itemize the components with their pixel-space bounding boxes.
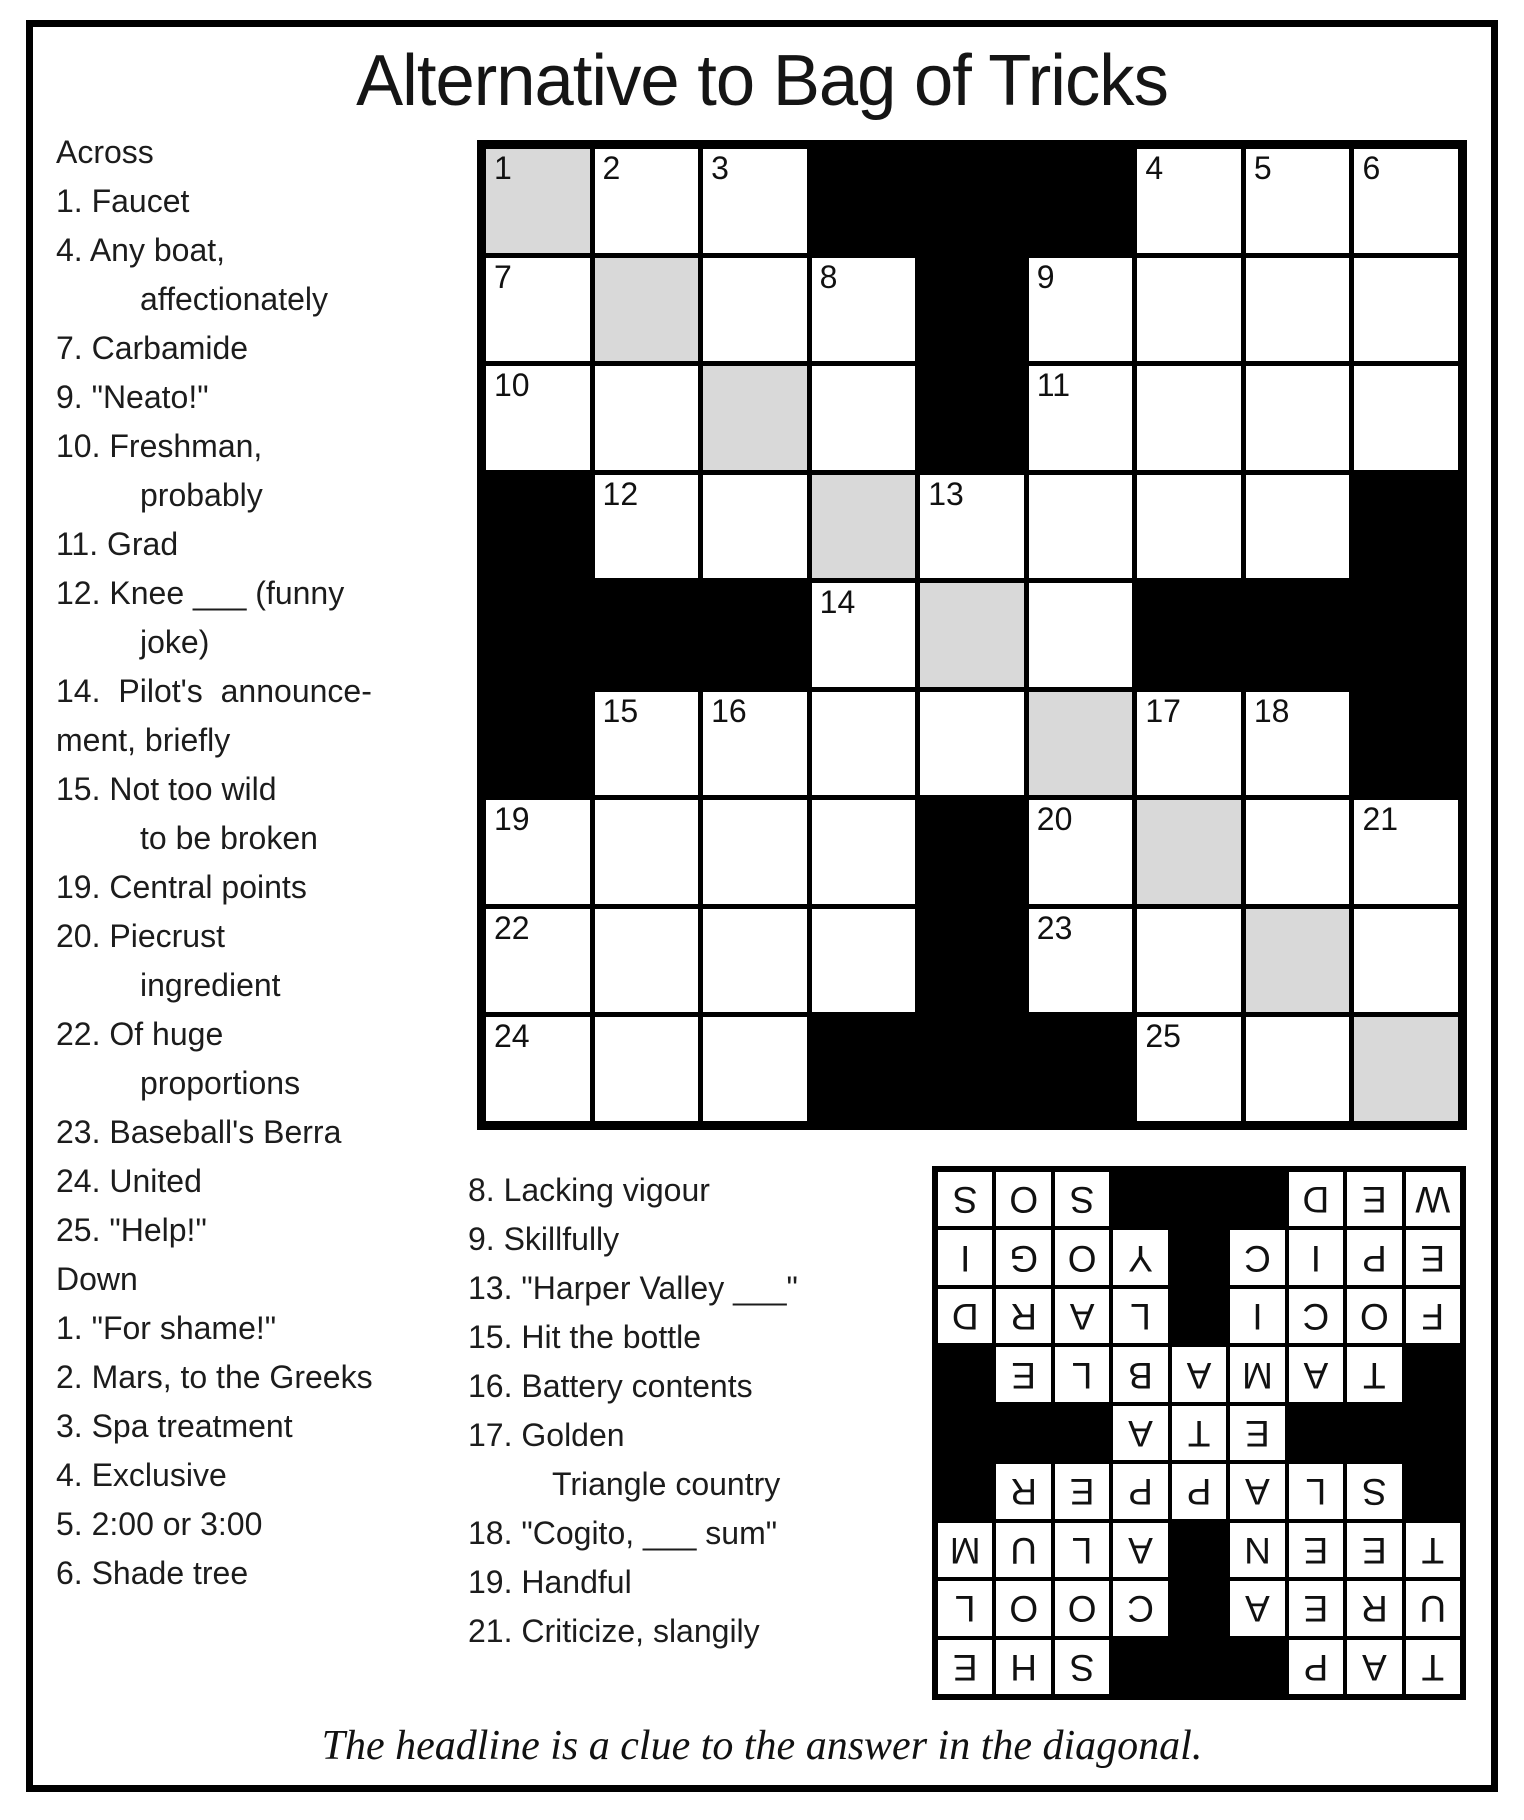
black-cell — [486, 583, 590, 687]
solution-black-cell — [1113, 1640, 1167, 1694]
black-cell — [920, 800, 1024, 904]
black-cell — [920, 366, 1024, 470]
clue-line: joke) — [140, 624, 210, 660]
cell-number: 7 — [494, 258, 512, 295]
clue-line: 9. "Neato!" — [56, 379, 209, 415]
shaded-grid-cell[interactable] — [595, 258, 699, 362]
clue-line: 14. Pilot's announce- — [56, 673, 372, 709]
grid-cell[interactable] — [812, 800, 916, 904]
grid-cell[interactable] — [1137, 909, 1241, 1013]
grid-cell[interactable] — [595, 475, 699, 579]
clue-line: probably — [140, 477, 263, 513]
shaded-grid-cell[interactable] — [1246, 909, 1350, 1013]
clue-line: 19. Central points — [56, 869, 307, 905]
solution-letter-cell: E — [1347, 1172, 1401, 1226]
black-cell — [1029, 149, 1133, 253]
clue-line: ment, briefly — [56, 722, 231, 758]
solution-black-cell — [1172, 1172, 1226, 1226]
grid-cell[interactable] — [1246, 475, 1350, 579]
black-cell — [1029, 1017, 1133, 1121]
grid-cell[interactable] — [1029, 909, 1133, 1013]
grid-cell[interactable] — [1354, 800, 1458, 904]
solution-letter-cell: A — [1113, 1406, 1167, 1460]
grid-cell[interactable] — [1137, 692, 1241, 796]
grid-cell[interactable] — [703, 800, 807, 904]
solution-letter-cell: A — [1289, 1347, 1343, 1401]
black-cell — [703, 583, 807, 687]
cell-number: 13 — [928, 475, 964, 512]
grid-cell[interactable] — [595, 1017, 699, 1121]
solution-letter-cell: P — [1347, 1230, 1401, 1284]
grid-cell[interactable] — [486, 258, 590, 362]
solution-letter-cell: E — [1289, 1581, 1343, 1635]
puzzle-title: Alternative to Bag of Tricks — [356, 41, 1168, 121]
grid-cell[interactable] — [812, 692, 916, 796]
clue-line: 9. Skillfully — [468, 1221, 620, 1257]
solution-letter-cell: P — [1172, 1464, 1226, 1518]
solution-letter-cell: E — [1406, 1230, 1460, 1284]
grid-cell[interactable] — [1246, 149, 1350, 253]
solution-letter-cell: O — [1347, 1289, 1401, 1343]
solution-letter-cell: E — [1055, 1464, 1109, 1518]
solution-letter-cell: L — [1055, 1523, 1109, 1577]
grid-cell[interactable] — [1029, 800, 1133, 904]
grid-cell[interactable] — [486, 909, 590, 1013]
grid-cell[interactable] — [703, 692, 807, 796]
grid-cell[interactable] — [703, 909, 807, 1013]
solution-black-cell — [1172, 1523, 1226, 1577]
solution-letter-cell: E — [938, 1640, 992, 1694]
grid-cell[interactable] — [703, 1017, 807, 1121]
solution-black-cell — [1230, 1640, 1284, 1694]
cell-number: 4 — [1145, 150, 1164, 186]
solution-letter-cell: T — [1347, 1347, 1401, 1401]
cell-number: 5 — [1253, 150, 1272, 186]
solution-letter-cell: T — [1406, 1640, 1460, 1694]
grid-cell[interactable] — [595, 149, 699, 253]
solution-letter-cell: E — [1230, 1406, 1284, 1460]
solution-letter-cell: R — [996, 1289, 1050, 1343]
grid-cell[interactable] — [1354, 909, 1458, 1013]
clue-line: 20. Piecrust — [56, 918, 225, 954]
solution-letter-cell: H — [996, 1640, 1050, 1694]
grid-cell[interactable] — [1137, 258, 1241, 362]
cell-number: 14 — [819, 584, 856, 621]
solution-letter-cell: D — [1289, 1172, 1343, 1226]
solution-letter-cell: A — [1113, 1523, 1167, 1577]
clue-line: 17. Golden — [468, 1417, 625, 1453]
cell-number: 21 — [1362, 801, 1399, 838]
grid-cell[interactable] — [1354, 149, 1458, 253]
footer-note: The headline is a clue to the answer in the diagonal. — [321, 1723, 1203, 1769]
clue-line: 3. Spa treatment — [56, 1408, 293, 1444]
black-cell — [812, 1017, 916, 1121]
black-cell — [1354, 475, 1458, 579]
clue-line: 16. Battery contents — [468, 1368, 753, 1404]
solution-letter-cell: I — [1289, 1230, 1343, 1284]
solution-black-cell — [1347, 1406, 1401, 1460]
cell-number: 1 — [494, 150, 512, 186]
solution-black-cell — [938, 1347, 992, 1401]
solution-letter-cell: D — [938, 1289, 992, 1343]
grid-cell[interactable] — [595, 366, 699, 470]
clue-line: 8. Lacking vigour — [468, 1172, 710, 1208]
cell-number: 20 — [1036, 801, 1073, 838]
clue-line: 1. Faucet — [56, 183, 190, 219]
clue-line: 18. "Cogito, ___ sum" — [468, 1515, 778, 1551]
grid-cell[interactable] — [703, 149, 807, 253]
grid-cell[interactable] — [486, 800, 590, 904]
solution-black-cell — [1406, 1406, 1460, 1460]
solution-letter-cell: C — [1113, 1581, 1167, 1635]
cell-number: 12 — [602, 475, 639, 512]
grid-cell[interactable] — [812, 366, 916, 470]
cell-number: 18 — [1253, 692, 1290, 729]
cell-number: 19 — [494, 801, 530, 838]
black-cell — [920, 909, 1024, 1013]
black-cell — [486, 475, 590, 579]
solution-letter-cell: C — [1289, 1289, 1343, 1343]
grid-cell[interactable] — [812, 909, 916, 1013]
solution-black-cell — [938, 1406, 992, 1460]
grid-cell[interactable] — [595, 909, 699, 1013]
solution-letter-cell: S — [1347, 1464, 1401, 1518]
clue-line: 12. Knee ___ (funny — [56, 575, 345, 611]
clue-line: 4. Exclusive — [56, 1457, 227, 1493]
solution-letter-cell: P — [1113, 1464, 1167, 1518]
clue-line: 7. Carbamide — [56, 330, 249, 366]
grid-cell[interactable] — [1246, 366, 1350, 470]
solution-letter-cell: I — [1230, 1289, 1284, 1343]
clue-line: 21. Criticize, slangily — [468, 1613, 760, 1649]
shaded-grid-cell[interactable] — [1137, 800, 1241, 904]
cell-number: 23 — [1036, 909, 1073, 946]
solution-letter-cell: S — [1055, 1172, 1109, 1226]
solution-letter-cell: A — [1230, 1464, 1284, 1518]
solution-letter-cell: L — [1113, 1289, 1167, 1343]
solution-letter-cell: L — [1289, 1464, 1343, 1518]
cell-number: 3 — [711, 150, 729, 186]
solution-letter-cell: O — [996, 1172, 1050, 1226]
clue-line: 25. "Help!" — [56, 1212, 207, 1248]
solution-letter-cell: A — [1230, 1581, 1284, 1635]
grid-cell[interactable] — [1137, 1017, 1241, 1121]
clue-line: 23. Baseball's Berra — [56, 1114, 342, 1150]
clue-line: 6. Shade tree — [56, 1555, 249, 1591]
cell-number: 2 — [602, 150, 621, 186]
solution-letter-cell: S — [938, 1172, 992, 1226]
clue-section-header: Across — [56, 134, 154, 170]
solution-black-cell — [1289, 1406, 1343, 1460]
clue-line: 2. Mars, to the Greeks — [56, 1359, 373, 1395]
grid-cell[interactable] — [1354, 366, 1458, 470]
solution-black-cell — [1172, 1581, 1226, 1635]
solution-letter-cell: A — [1172, 1347, 1226, 1401]
solution-letter-cell: E — [1347, 1523, 1401, 1577]
black-cell — [920, 1017, 1024, 1121]
shaded-grid-cell[interactable] — [486, 149, 590, 253]
grid-cell[interactable] — [812, 258, 916, 362]
solution-letter-cell: P — [1289, 1640, 1343, 1694]
black-cell — [595, 583, 699, 687]
solution-letter-cell: T — [1406, 1523, 1460, 1577]
shaded-grid-cell[interactable] — [703, 366, 807, 470]
grid-cell[interactable] — [1137, 475, 1241, 579]
black-cell — [920, 149, 1024, 253]
cell-number: 15 — [602, 692, 639, 729]
solution-letter-cell: W — [1406, 1172, 1460, 1226]
solution-black-cell — [1113, 1172, 1167, 1226]
grid-cell[interactable] — [703, 258, 807, 362]
clue-line: 13. "Harper Valley ___" — [468, 1270, 798, 1306]
clue-line: 15. Hit the bottle — [468, 1319, 702, 1355]
black-cell — [1137, 583, 1241, 687]
grid-cell[interactable] — [920, 692, 1024, 796]
clue-line: 11. Grad — [56, 526, 179, 562]
solution-letter-cell: S — [1055, 1640, 1109, 1694]
solution-black-cell — [1406, 1464, 1460, 1518]
grid-cell[interactable] — [486, 1017, 590, 1121]
solution-black-cell — [1055, 1406, 1109, 1460]
grid-cell[interactable] — [1029, 583, 1133, 687]
clue-section-header: Down — [56, 1261, 138, 1297]
clue-line: 1. "For shame!" — [56, 1310, 277, 1346]
solution-letter-cell: M — [1230, 1347, 1284, 1401]
cell-number: 8 — [819, 258, 838, 295]
grid-cell[interactable] — [812, 583, 916, 687]
clue-line: to be broken — [140, 820, 318, 856]
shaded-grid-cell[interactable] — [920, 583, 1024, 687]
clue-line: Triangle country — [552, 1466, 781, 1502]
cell-number: 9 — [1036, 258, 1055, 295]
shaded-grid-cell[interactable] — [1354, 1017, 1458, 1121]
solution-grid — [932, 1166, 1466, 1700]
black-cell — [1354, 692, 1458, 796]
solution-letter-cell: A — [1347, 1640, 1401, 1694]
black-cell — [1354, 583, 1458, 687]
solution-letter-cell: R — [996, 1464, 1050, 1518]
solution-letter-cell: O — [996, 1581, 1050, 1635]
solution-letter-cell: A — [1055, 1289, 1109, 1343]
solution-letter-cell: R — [1347, 1581, 1401, 1635]
grid-cell[interactable] — [1029, 475, 1133, 579]
cell-number: 22 — [494, 909, 530, 946]
grid-cell[interactable] — [595, 800, 699, 904]
grid-cell[interactable] — [1137, 366, 1241, 470]
solution-letter-cell: I — [938, 1230, 992, 1284]
solution-black-cell — [938, 1464, 992, 1518]
solution-letter-cell: E — [996, 1347, 1050, 1401]
solution-letter-cell: C — [1230, 1230, 1284, 1284]
solution-letter-cell: U — [996, 1523, 1050, 1577]
clue-line: 4. Any boat, — [56, 232, 226, 268]
cell-number: 25 — [1145, 1018, 1181, 1055]
solution-letter-cell: N — [1230, 1523, 1284, 1577]
solution-letter-cell: M — [938, 1523, 992, 1577]
grid-cell[interactable] — [1029, 366, 1133, 470]
solution-letter-cell: Y — [1113, 1230, 1167, 1284]
grid-cell[interactable] — [1246, 1017, 1350, 1121]
solution-letter-cell: O — [1055, 1581, 1109, 1635]
solution-letter-cell: F — [1406, 1289, 1460, 1343]
solution-letter-cell: G — [996, 1230, 1050, 1284]
grid-cell[interactable] — [595, 692, 699, 796]
grid-cell[interactable] — [486, 366, 590, 470]
black-cell — [486, 692, 590, 796]
shaded-grid-cell[interactable] — [1029, 692, 1133, 796]
cell-number: 16 — [711, 692, 747, 729]
crossword-grid — [477, 140, 1467, 1130]
solution-letter-cell: O — [1055, 1230, 1109, 1284]
clue-line: proportions — [140, 1065, 301, 1101]
cell-number: 24 — [494, 1018, 530, 1055]
clue-line: 19. Handful — [468, 1564, 632, 1600]
shaded-grid-cell[interactable] — [812, 475, 916, 579]
clue-line: 24. United — [56, 1163, 202, 1199]
solution-letter-cell: L — [1055, 1347, 1109, 1401]
grid-cell[interactable] — [1137, 149, 1241, 253]
clue-line: affectionately — [140, 281, 328, 317]
solution-black-cell — [1172, 1289, 1226, 1343]
black-cell — [812, 149, 916, 253]
solution-letter-cell: T — [1172, 1406, 1226, 1460]
clue-line: ingredient — [140, 967, 281, 1003]
black-cell — [1246, 583, 1350, 687]
solution-black-cell — [996, 1406, 1050, 1460]
grid-cell[interactable] — [1246, 258, 1350, 362]
clue-line: 15. Not too wild — [56, 771, 277, 807]
solution-letter-cell: B — [1113, 1347, 1167, 1401]
solution-letter-cell: E — [1289, 1523, 1343, 1577]
clue-line: 10. Freshman, — [56, 428, 263, 464]
solution-letter-cell: U — [1406, 1581, 1460, 1635]
grid-cell[interactable] — [1246, 800, 1350, 904]
cell-number: 10 — [494, 367, 530, 404]
black-cell — [920, 258, 1024, 362]
solution-black-cell — [1172, 1230, 1226, 1284]
grid-cell[interactable] — [920, 475, 1024, 579]
solution-letter-cell: L — [938, 1581, 992, 1635]
clue-list-bottom — [468, 1166, 798, 1656]
grid-cell[interactable] — [1246, 692, 1350, 796]
solution-black-cell — [1172, 1640, 1226, 1694]
solution-black-cell — [1406, 1347, 1460, 1401]
clue-line: 5. 2:00 or 3:00 — [56, 1506, 263, 1542]
cell-number: 11 — [1036, 367, 1070, 404]
clue-list-left — [56, 128, 373, 1598]
grid-cell[interactable] — [1354, 258, 1458, 362]
grid-cell[interactable] — [1029, 258, 1133, 362]
cell-number: 17 — [1145, 692, 1181, 729]
clue-line: 22. Of huge — [56, 1016, 224, 1052]
solution-black-cell — [1230, 1172, 1284, 1226]
grid-cell[interactable] — [703, 475, 807, 579]
cell-number: 6 — [1362, 150, 1381, 186]
